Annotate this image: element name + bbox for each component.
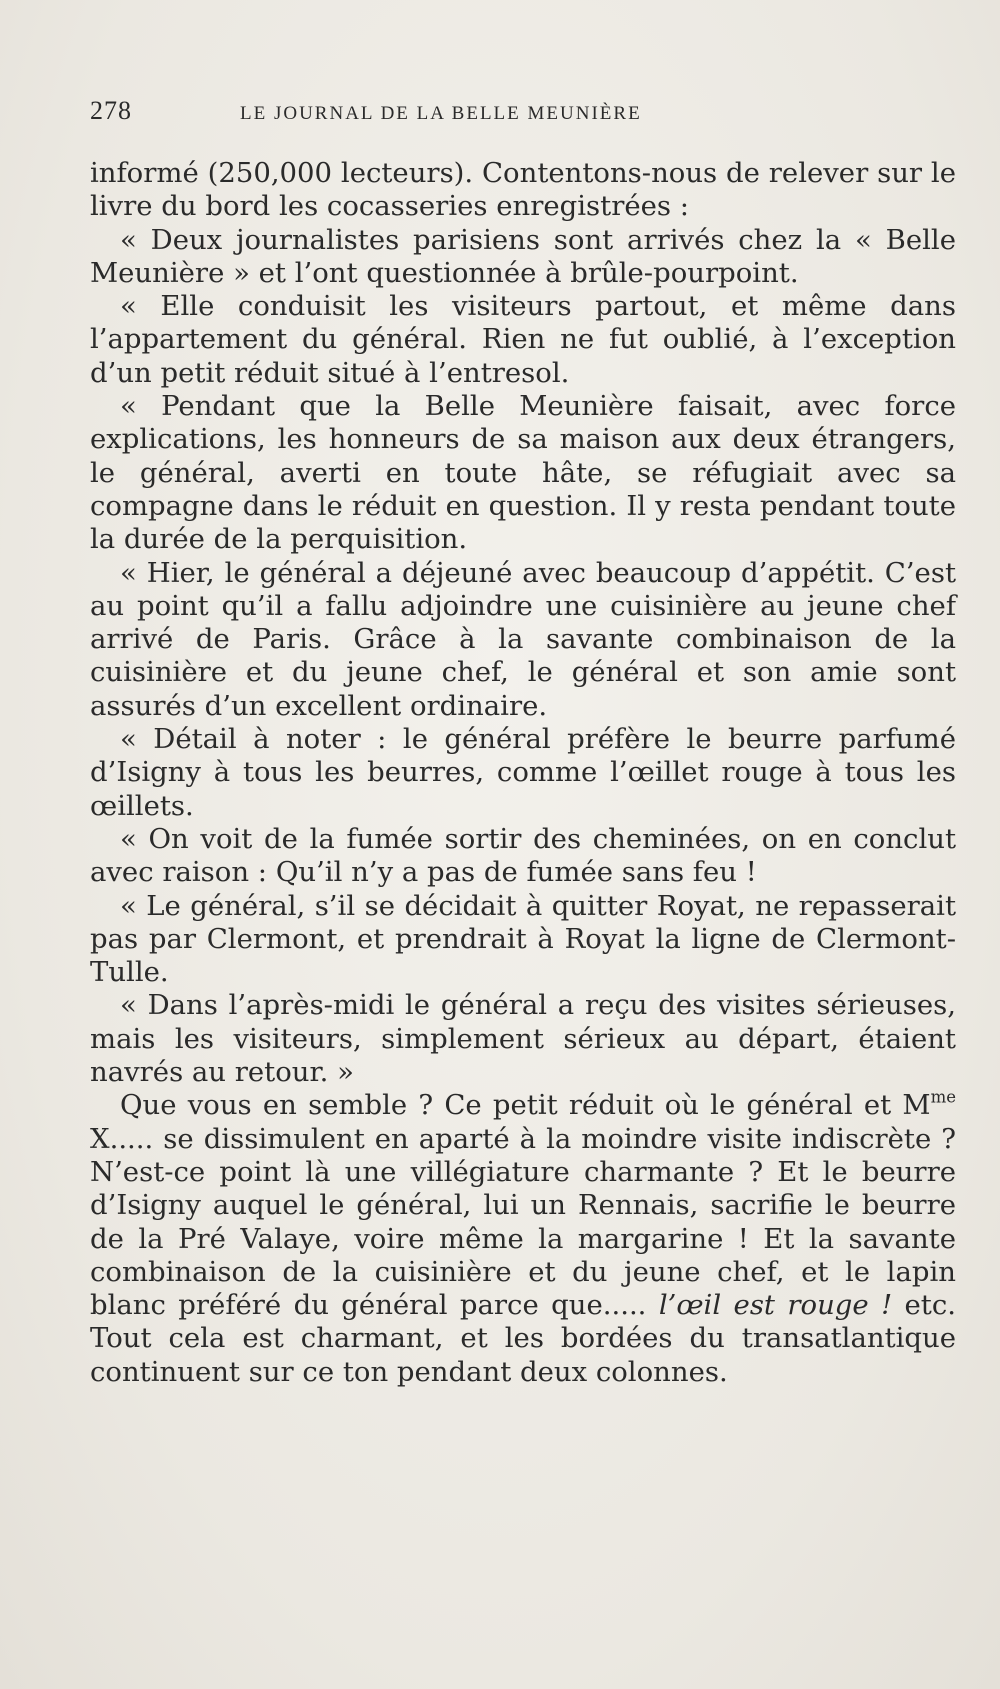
paragraph: « On voit de la fumée sortir des cheminées, on en conclut avec raison : Qu’il n’y a pas de fumée sans feu ! (90, 822, 956, 889)
paragraph: « Hier, le général a déjeuné avec beaucoup d’appétit. C’est au point qu’il a fallu adjoindre une cuisinière au jeune chef arrivé de Paris. Grâce à la savante combinaison de la cuisinière et du jeune chef, le général et son amie sont assurés d’un excellent ordinaire. (90, 556, 956, 722)
body-text (90, 157, 956, 1389)
final-paragraph (90, 1089, 956, 1389)
paragraph: « Deux journalistes parisiens sont arrivés chez la « Belle Meunière » et l’ont questionnée à brûle-pourpoint. (90, 223, 956, 289)
madame-superscript: me (930, 1087, 956, 1107)
paragraph: « Dans l’après-midi le général a reçu des visites sérieuses, mais les visiteurs, simplement sérieux au départ, étaient navrés au retour. » (90, 989, 956, 1089)
paragraph: « Le général, s’il se décidait à quitter Royat, ne repasserait pas par Clermont, et prendrait à Royat la ligne de Clermont-Tulle. (90, 889, 956, 989)
page-header (90, 96, 780, 136)
final-paragraph-part2: X..... se dissimulent en aparté à la moindre visite indiscrète ? N’est-ce point là une villégiature charmante ? Et le beurre d’Isigny auquel le général, lui un Rennais, sacrifie le beurre de la Pré Valaye, voire même la margarine ! Et la savante combinaison de la cuisinière et du jeune chef, et le lapin blanc préféré du général parce que..... (90, 1122, 956, 1322)
final-paragraph-part1: Que vous en semble ? Ce petit réduit où le général et M (120, 1089, 931, 1122)
final-paragraph-part3: etc. Tout cela est charmant, et les bordées du transatlantique continuent sur ce ton pendant deux colonnes. (90, 1289, 956, 1388)
paragraph: « Détail à noter : le général préfère le beurre parfumé d’Isigny à tous les beurres, comme l’œillet rouge à tous les œillets. (90, 723, 956, 822)
running-head: LE JOURNAL DE LA BELLE MEUNIÈRE (240, 103, 642, 124)
paragraph: « Pendant que la Belle Meunière faisait, avec force explications, les honneurs de sa maison aux deux étrangers, le général, averti en toute hâte, se réfugiait avec sa compagne dans le réduit en question. Il y resta pendant toute la durée de la perquisition. (90, 390, 956, 556)
page-number: 278 (90, 96, 132, 125)
italic-phrase: l’œil est rouge ! (658, 1289, 893, 1322)
paragraph: informé (250,000 lecteurs). Contentons-nous de relever sur le livre du bord les cocasseries enregistrées : (90, 157, 956, 223)
paragraph: « Elle conduisit les visiteurs partout, et même dans l’appartement du général. Rien ne fut oublié, à l’exception d’un petit réduit situé à l’entresol. (90, 290, 956, 389)
